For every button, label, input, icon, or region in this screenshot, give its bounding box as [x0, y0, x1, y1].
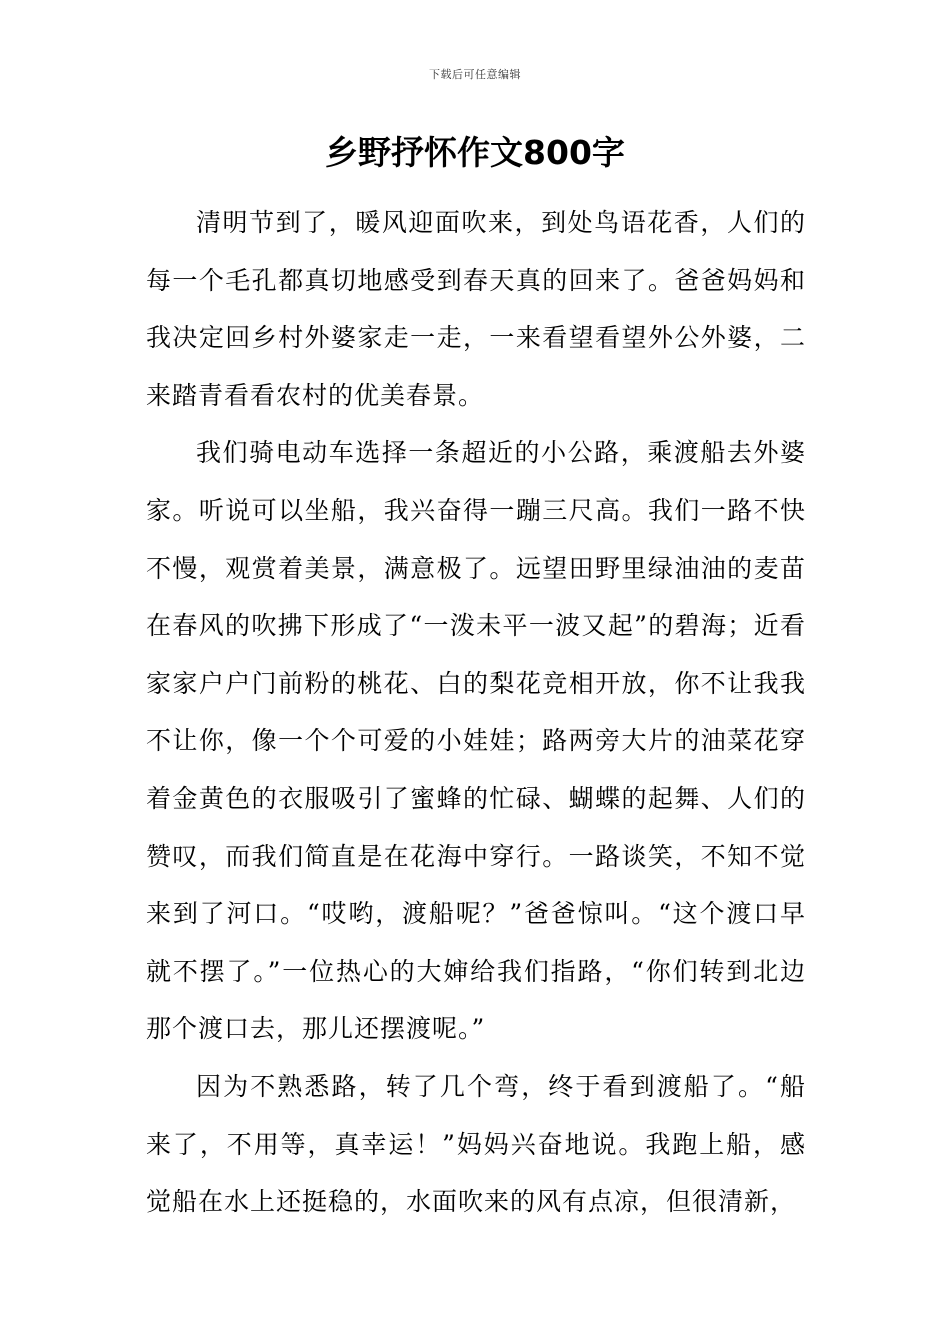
paragraph: 我们骑电动车选择一条超近的小公路，乘渡船去外婆家。听说可以坐船，我兴奋得一蹦三尺高。我们一路不快不慢，观赏着美景，满意极了。远望田野里绿油油的麦苗在春风的吹拂下形成了“一泼未平一波又起”的碧海；近看家家户户门前粉的桃花、白的梨花竞相开放，你不让我我不让你，像一个个可爱的小娃娃；路两旁大片的油菜花穿着金黄色的衣服吸引了蜜蜂的忙碌、蝴蝶的起舞、人们的赞叹，而我们简直是在花海中穿行。一路谈笑，不知不觉来到了河口。“哎哟，渡船呢？”爸爸惊叫。“这个渡口早就不摆了。”一位热心的大婶给我们指路，“你们转到北边那个渡口去，那儿还摆渡呢。”	[146, 438, 806, 1044]
paragraph: 因为不熟悉路，转了几个弯，终于看到渡船了。“船来了，不用等，真幸运！”妈妈兴奋地说。我跑上船，感觉船在水上还挺稳的，水面吹来的风有点凉，但很清新，	[146, 1071, 806, 1217]
document-title: 乡野抒怀作文800字	[325, 133, 625, 172]
document-body	[146, 194, 806, 1231]
header-note: 下载后可任意编辑	[429, 68, 521, 81]
paragraph: 清明节到了，暖风迎面吹来，到处鸟语花香，人们的每一个毛孔都真切地感受到春天真的回来了。爸爸妈妈和我决定回乡村外婆家走一走，一来看望看望外公外婆，二来踏青看看农村的优美春景。	[146, 208, 806, 410]
